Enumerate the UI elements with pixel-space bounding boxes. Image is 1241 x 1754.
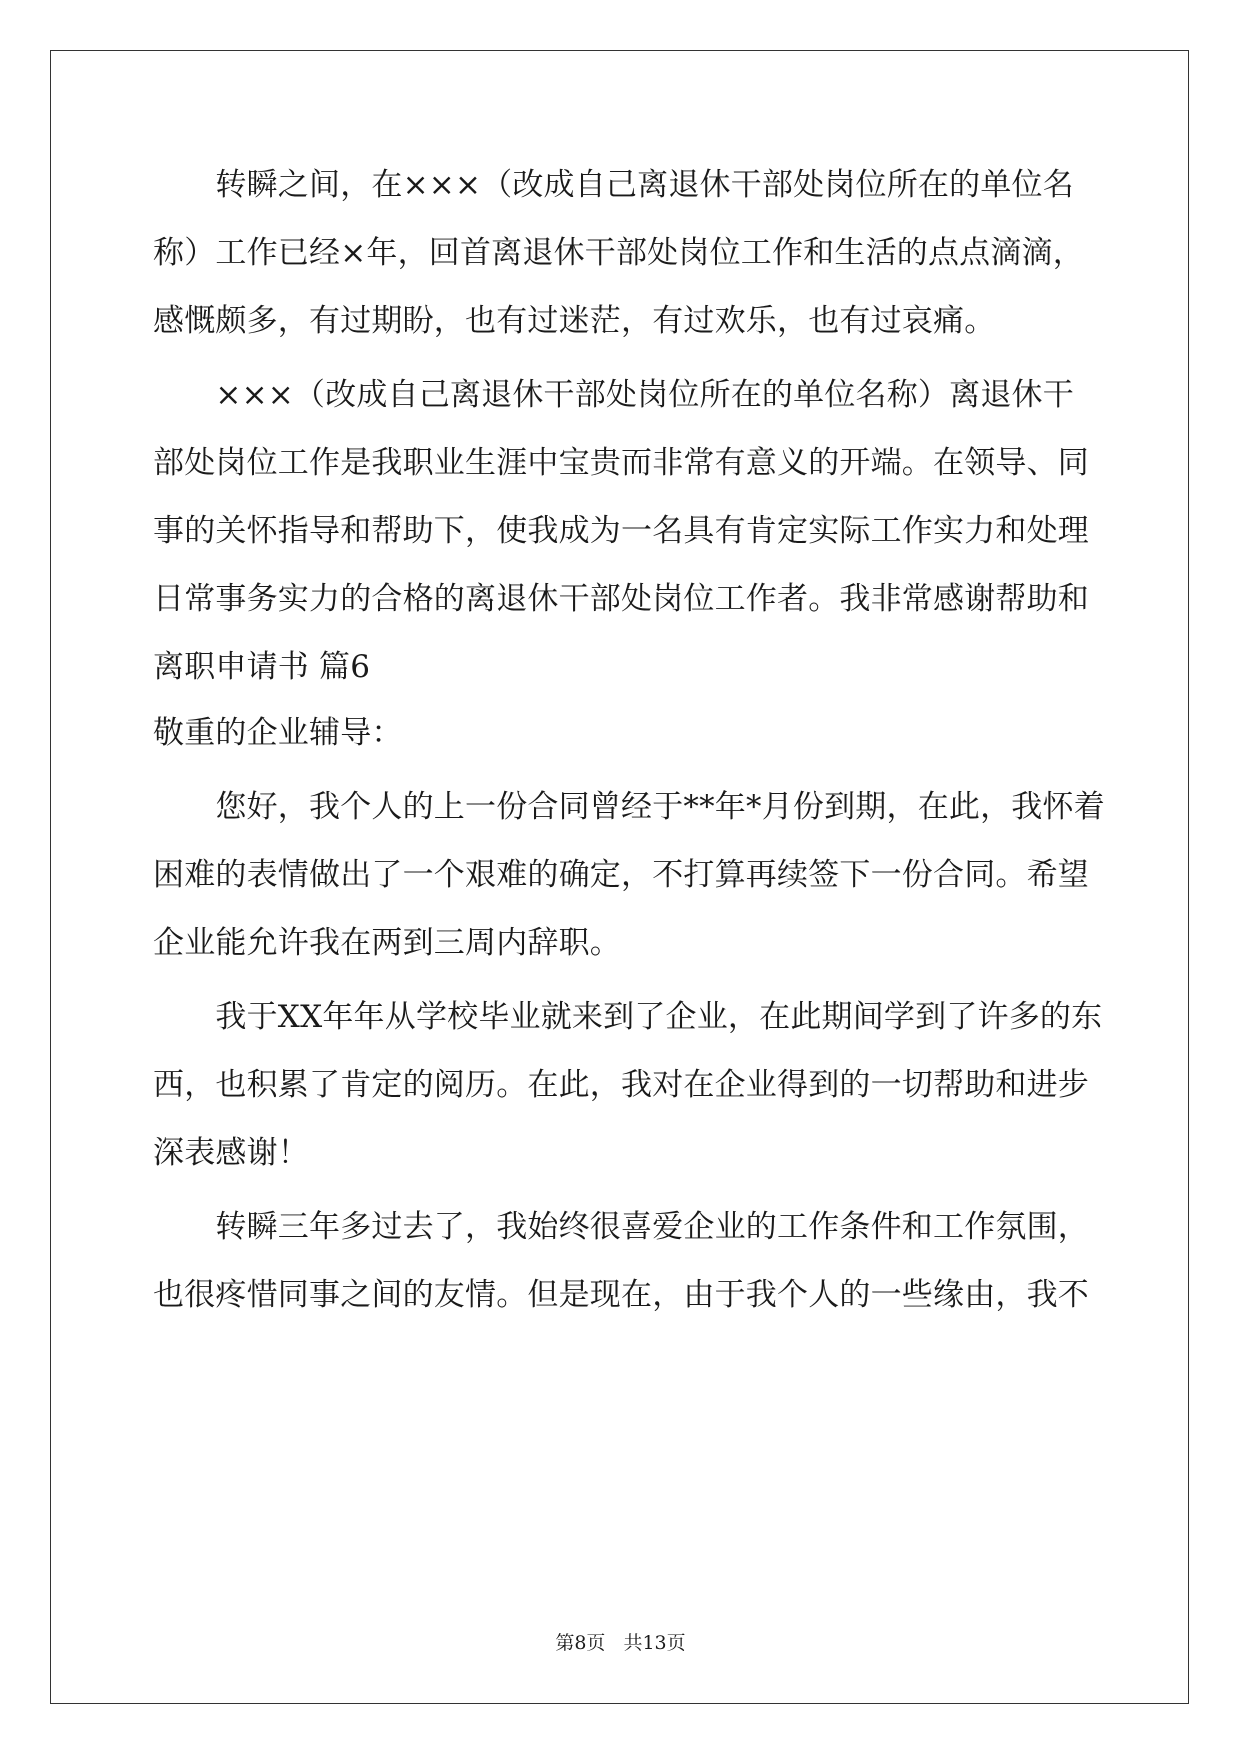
page-footer <box>0 1628 1241 1655</box>
text-line: 感慨颇多，有过期盼，也有过迷茫，有过欢乐，也有过哀痛。 <box>153 303 996 339</box>
text-line: ×××（改成自己离退休干部处岗位所在的单位名称）离退休干 <box>153 377 1074 413</box>
salutation: 敬重的企业辅导： <box>153 715 403 751</box>
text-line: 称）工作已经×年，回首离退休干部处岗位工作和生活的点点滴滴， <box>153 235 1084 271</box>
text-line: 转瞬之间，在×××（改成自己离退休干部处岗位所在的单位名 <box>153 167 1074 203</box>
text-line: 日常事务实力的合格的离退休干部处岗位工作者。我非常感谢帮助和 <box>153 581 1089 617</box>
text-line: 企业能允许我在两到三周内辞职。 <box>153 925 621 961</box>
text-line: 部处岗位工作是我职业生涯中宝贵而非常有意义的开端。在领导、同 <box>153 445 1089 481</box>
text-line: 深表感谢！ <box>153 1135 309 1171</box>
section-heading: 离职申请书 篇6 <box>153 649 371 685</box>
text-line: 您好，我个人的上一份合同曾经于**年*月份到期，在此，我怀着 <box>153 789 1105 825</box>
text-line: 我于XX年年从学校毕业就来到了企业，在此期间学到了许多的东 <box>153 999 1103 1035</box>
text-line: 也很疼惜同事之间的友情。但是现在，由于我个人的一些缘由，我不 <box>153 1277 1089 1313</box>
text-line: 西，也积累了肯定的阅历。在此，我对在企业得到的一切帮助和进步 <box>153 1067 1089 1103</box>
text-line: 转瞬三年多过去了，我始终很喜爱企业的工作条件和工作氛围， <box>153 1209 1089 1245</box>
text-line: 事的关怀指导和帮助下，使我成为一名具有肯定实际工作实力和处理 <box>153 513 1089 549</box>
page-number-current: 第8页 <box>555 1632 606 1654</box>
text-line: 困难的表情做出了一个艰难的确定，不打算再续签下一份合同。希望 <box>153 857 1089 893</box>
page-number-total: 共13页 <box>623 1632 686 1654</box>
